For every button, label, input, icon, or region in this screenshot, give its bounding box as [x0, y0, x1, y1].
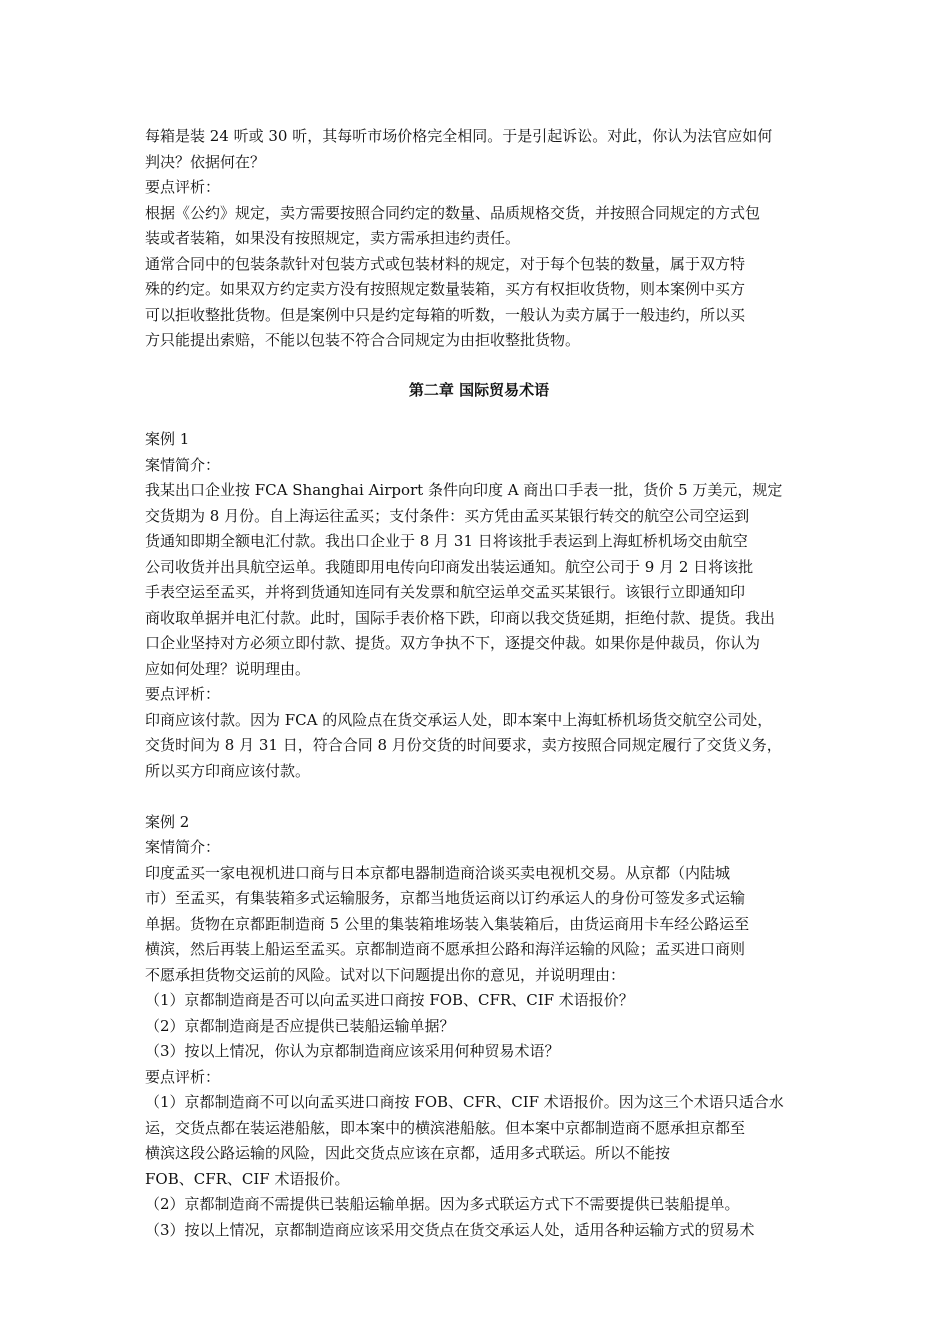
question-item: （3）按以上情况，你认为京都制造商应该采用何种贸易术语？	[145, 1042, 560, 1060]
case-heading: 案例 1	[145, 430, 190, 448]
text-line: 口企业坚持对方必须立即付款、提货。双方争执不下，逐提交仲裁。如果你是仲裁员，你认为	[145, 634, 761, 652]
answer-item: （3）按以上情况，京都制造商应该采用交货点在货交承运人处，适用各种运输方式的贸易术	[145, 1220, 755, 1239]
case-heading: 案例 2	[145, 812, 190, 831]
section-label: 要点评析：	[145, 1067, 221, 1086]
answer-item: （2）京都制造商不需提供已装船运输单据。因为多式联运方式下不需要提供已装船提单。	[145, 1195, 740, 1213]
text-line: 市）至孟买，有集装箱多式运输服务，京都当地货运商以订约承运人的身份可签发多式运输	[145, 889, 746, 907]
text-line: 货通知即期全额电汇付款。我出口企业于 8 月 31 日将该批手表运到上海虹桥机场交由航空	[145, 532, 748, 550]
text-line: 交货时间为 8 月 31 日，符合合同 8 月份交货的时间要求，卖方按照合同规定履行了交货义务，	[145, 736, 782, 754]
chapter-title: 第二章 国际贸易术语	[408, 380, 550, 399]
section-label: 案情简介：	[145, 455, 221, 474]
question-item: （1）京都制造商是否可以向孟买进口商按 FOB、CFR、CIF 术语报价？	[145, 991, 634, 1009]
text-line: 判决？依据何在？	[145, 152, 266, 171]
text-line: 殊的约定。如果双方约定卖方没有按照规定数量装箱，买方有权拒收货物，则本案例中买方	[145, 280, 746, 298]
text-line: 可以拒收整批货物。但是案例中只是约定每箱的听数，一般认为卖方属于一般违约，所以买	[145, 305, 746, 324]
case-1-section	[145, 427, 813, 784]
document-body	[145, 124, 813, 1243]
text-line: 通常合同中的包装条款针对包装方式或包装材料的规定，对于每个包装的数量，属于双方特	[145, 254, 746, 273]
text-line: 公司收货并出具航空运单。我随即用电传向印商发出装运通知。航空公司于 9 月 2 日将该批	[145, 557, 754, 576]
section-label: 要点评析：	[145, 685, 221, 703]
answer-item: （1）京都制造商不可以向孟买进口商按 FOB、CFR、CIF 术语报价。因为这三个术语只适合水	[145, 1093, 784, 1111]
intro-section	[145, 124, 813, 354]
section-label: 案情简介：	[145, 838, 221, 856]
text-line: 根据《公约》规定，卖方需要按照合同约定的数量、品质规格交货，并按照合同规定的方式包	[145, 203, 761, 222]
text-line: FOB、CFR、CIF 术语报价。	[145, 1169, 350, 1188]
text-line: 横滨，然后再装上船运至孟买。京都制造商不愿承担公路和海洋运输的风险；孟买进口商则	[145, 940, 746, 958]
section-label: 要点评析：	[145, 178, 221, 196]
text-line: 手表空运至孟买，并将到货通知连同有关发票和航空运单交孟买某银行。该银行立即通知印	[145, 583, 746, 601]
text-line: 不愿承担货物交运前的风险。试对以下问题提出你的意见，并说明理由：	[145, 965, 626, 984]
text-line: 交货期为 8 月份。自上海运往孟买；支付条件：买方凭由孟买某银行转交的航空公司空运到	[145, 506, 750, 525]
text-line: 运，交货点都在装运港船舷，即本案中的横滨港船舷。但本案中京都制造商不愿承担京都至	[145, 1118, 746, 1137]
text-line: 印度孟买一家电视机进口商与日本京都电器制造商洽谈买卖电视机交易。从京都（内陆城	[145, 863, 731, 882]
text-line: 横滨这段公路运输的风险，因此交货点应该在京都，适用多式联运。所以不能按	[145, 1144, 671, 1162]
text-line: 所以买方印商应该付款。	[145, 761, 311, 780]
case-2-section	[145, 810, 813, 1244]
text-line: 装或者装箱，如果没有按照规定，卖方需承担违约责任。	[145, 229, 521, 247]
text-line: 商收取单据并电汇付款。此时，国际手表价格下跌，印商以我交货延期，拒绝付款、提货。我出	[145, 608, 776, 627]
text-line: 方只能提出索赔，不能以包装不符合合同规定为由拒收整批货物。	[145, 331, 581, 349]
blank-line	[145, 784, 813, 810]
text-line: 印商应该付款。因为 FCA 的风险点在货交承运人处，即本案中上海虹桥机场货交航空公司处，	[145, 710, 773, 729]
text-line: 应如何处理？说明理由。	[145, 659, 311, 678]
text-line: 单据。货物在京都距制造商 5 公里的集装箱堆场装入集装箱后，由货运商用卡车经公路运至	[145, 914, 750, 933]
text-line: 我某出口企业按 FCA Shanghai Airport 条件向印度 A 商出口手表一批，货价 5 万美元，规定	[145, 481, 783, 499]
question-item: （2）京都制造商是否应提供已装船运输单据？	[145, 1016, 455, 1035]
text-line: 每箱是装 24 听或 30 听，其每听市场价格完全相同。于是引起诉讼。对此，你认为法官应如何	[145, 127, 773, 145]
